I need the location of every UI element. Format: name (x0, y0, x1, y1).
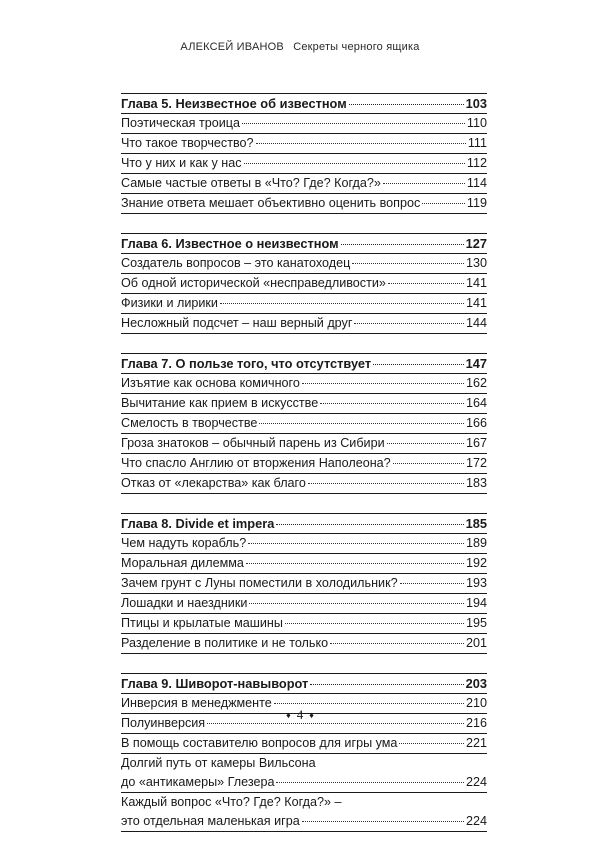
dot-leader (242, 123, 465, 124)
entry-page: 114 (466, 176, 487, 190)
dot-leader (399, 743, 464, 744)
entry-title: Гроза знатоков – обычный парень из Сибири (121, 436, 385, 450)
entry-page: 130 (465, 256, 487, 270)
dot-leader (302, 383, 464, 384)
dot-leader (422, 203, 465, 204)
toc-entry[interactable] (121, 254, 487, 274)
dot-leader (349, 104, 464, 105)
dot-leader (354, 323, 464, 324)
chapter-heading[interactable] (121, 674, 487, 694)
entry-page: 216 (465, 716, 487, 730)
toc-entry[interactable] (121, 294, 487, 314)
entry-title: Знание ответа мешает объективно оценить вопрос (121, 196, 421, 210)
diamond-ornament-icon: ♦ (309, 710, 314, 720)
dot-leader (352, 263, 464, 264)
entry-title: Изъятие как основа комичного (121, 376, 300, 390)
dot-leader (388, 283, 464, 284)
entry-title: Что у них и как у нас (121, 156, 242, 170)
chapter-page: 203 (465, 676, 487, 691)
toc-entry[interactable] (121, 574, 487, 594)
entry-title-line-2: это отдельная маленькая игра (121, 814, 300, 828)
dot-leader (383, 183, 465, 184)
toc-chapter-8 (121, 513, 487, 654)
entry-title: Что спасло Англию от вторжения Наполеона? (121, 456, 391, 470)
entry-title: Самые частые ответы в «Что? Где? Когда?» (121, 176, 381, 190)
entry-page: 110 (466, 116, 487, 130)
entry-title: Поэтическая троица (121, 116, 241, 130)
chapter-page: 185 (465, 516, 487, 531)
entry-title: Полуинверсия (121, 716, 206, 730)
entry-title: Вычитание как прием в искусстве (121, 396, 319, 410)
chapter-title: Глава 5. Неизвестное об известном (121, 96, 347, 111)
entry-title: Зачем грунт с Луны поместили в холодильник? (121, 576, 398, 590)
table-of-contents (121, 93, 487, 851)
entry-page: 162 (465, 376, 487, 390)
toc-entry[interactable] (121, 434, 487, 454)
dot-leader (276, 782, 464, 783)
toc-entry[interactable] (121, 154, 487, 174)
entry-title: Разделение в политике и не только (121, 636, 329, 650)
toc-entry[interactable] (121, 554, 487, 574)
dot-leader (373, 364, 463, 365)
toc-entry[interactable] (121, 534, 487, 554)
dot-leader (320, 403, 464, 404)
entry-title: Отказ от «лекарства» как благо (121, 476, 306, 490)
entry-title: В помощь составителю вопросов для игры ума (121, 736, 398, 750)
chapter-page: 103 (465, 96, 487, 111)
entry-page: 192 (465, 556, 487, 570)
entry-page: 221 (465, 736, 487, 750)
entry-title: Инверсия в менеджменте (121, 696, 272, 710)
chapter-title: Глава 8. Divide et impera (121, 516, 275, 531)
entry-page: 210 (465, 696, 487, 710)
toc-entry[interactable] (121, 174, 487, 194)
dot-leader (330, 643, 464, 644)
entry-page: 189 (465, 536, 487, 550)
toc-chapter-6 (121, 233, 487, 334)
toc-entry[interactable] (121, 414, 487, 434)
chapter-heading[interactable] (121, 234, 487, 254)
toc-chapter-9 (121, 673, 487, 832)
entry-page: 164 (465, 396, 487, 410)
entry-page: 119 (466, 196, 487, 210)
entry-page: 224 (465, 775, 487, 789)
running-header (0, 41, 600, 53)
entry-title: Смелость в творчестве (121, 416, 258, 430)
chapter-title: Глава 6. Известное о неизвестном (121, 236, 339, 251)
dot-leader (285, 623, 464, 624)
page-number: 4 (296, 707, 304, 722)
entry-page: 193 (465, 576, 487, 590)
entry-title-line-1: Каждый вопрос «Что? Где? Когда?» – (121, 795, 342, 809)
toc-entry[interactable] (121, 274, 487, 294)
toc-entry[interactable] (121, 594, 487, 614)
dot-leader (246, 563, 464, 564)
entry-page: 112 (466, 156, 487, 170)
entry-title-line-2: до «антикамеры» Глезера (121, 775, 275, 789)
chapter-heading[interactable] (121, 94, 487, 114)
entry-page: 141 (465, 296, 487, 310)
dot-leader (244, 163, 465, 164)
chapter-heading[interactable] (121, 354, 487, 374)
entry-page: 172 (465, 456, 487, 470)
toc-chapter-5 (121, 93, 487, 214)
dot-leader (308, 483, 464, 484)
entry-title: Лошадки и наездники (121, 596, 248, 610)
dot-leader (259, 423, 464, 424)
entry-page: 224 (465, 814, 487, 828)
toc-entry[interactable] (121, 194, 487, 214)
dot-leader (387, 443, 464, 444)
dot-leader (341, 244, 464, 245)
entry-title: Физики и лирики (121, 296, 218, 310)
chapter-page: 147 (465, 356, 487, 371)
dot-leader (249, 603, 464, 604)
toc-entry[interactable] (121, 474, 487, 494)
entry-page: 111 (467, 136, 487, 150)
toc-entry[interactable] (121, 314, 487, 334)
dot-leader (400, 583, 464, 584)
toc-entry[interactable] (121, 394, 487, 414)
dot-leader (207, 723, 464, 724)
entry-page: 194 (465, 596, 487, 610)
diamond-ornament-icon: ♦ (286, 710, 291, 720)
entry-page: 201 (465, 636, 487, 650)
entry-page: 141 (465, 276, 487, 290)
header-book-title: Секреты черного ящика (293, 41, 420, 53)
entry-title: Что такое творчество? (121, 136, 254, 150)
toc-entry[interactable] (121, 114, 487, 134)
toc-entry[interactable] (121, 614, 487, 634)
toc-entry[interactable] (121, 134, 487, 154)
dot-leader (310, 684, 463, 685)
dot-leader (393, 463, 464, 464)
dot-leader (220, 303, 464, 304)
dot-leader (256, 143, 466, 144)
entry-page: 167 (465, 436, 487, 450)
chapter-heading[interactable] (121, 514, 487, 534)
entry-title: Моральная дилемма (121, 556, 244, 570)
entry-page: 166 (465, 416, 487, 430)
header-author: АЛЕКСЕЙ ИВАНОВ (180, 41, 284, 53)
entry-title: Об одной исторической «несправедливости» (121, 276, 386, 290)
chapter-title: Глава 7. О пользе того, что отсутствует (121, 356, 372, 371)
chapter-page: 127 (465, 236, 487, 251)
entry-title: Птицы и крылатые машины (121, 616, 283, 630)
toc-entry[interactable] (121, 634, 487, 654)
toc-chapter-7 (121, 353, 487, 494)
entry-page: 195 (465, 616, 487, 630)
chapter-title: Глава 9. Шиворот-навыворот (121, 676, 309, 691)
toc-entry[interactable] (121, 454, 487, 474)
entry-title: Чем надуть корабль? (121, 536, 247, 550)
dot-leader (274, 703, 464, 704)
dot-leader (276, 524, 463, 525)
page-footer (0, 707, 600, 723)
dot-leader (302, 821, 464, 822)
toc-entry-multiline[interactable] (121, 754, 487, 793)
entry-title: Несложный подсчет – наш верный друг (121, 316, 353, 330)
entry-page: 183 (465, 476, 487, 490)
toc-entry[interactable] (121, 374, 487, 394)
dot-leader (248, 543, 464, 544)
toc-entry-multiline[interactable] (121, 793, 487, 832)
entry-title: Создатель вопросов – это канатоходец (121, 256, 351, 270)
entry-title-line-1: Долгий путь от камеры Вильсона (121, 756, 316, 770)
toc-entry[interactable] (121, 734, 487, 754)
entry-page: 144 (465, 316, 487, 330)
